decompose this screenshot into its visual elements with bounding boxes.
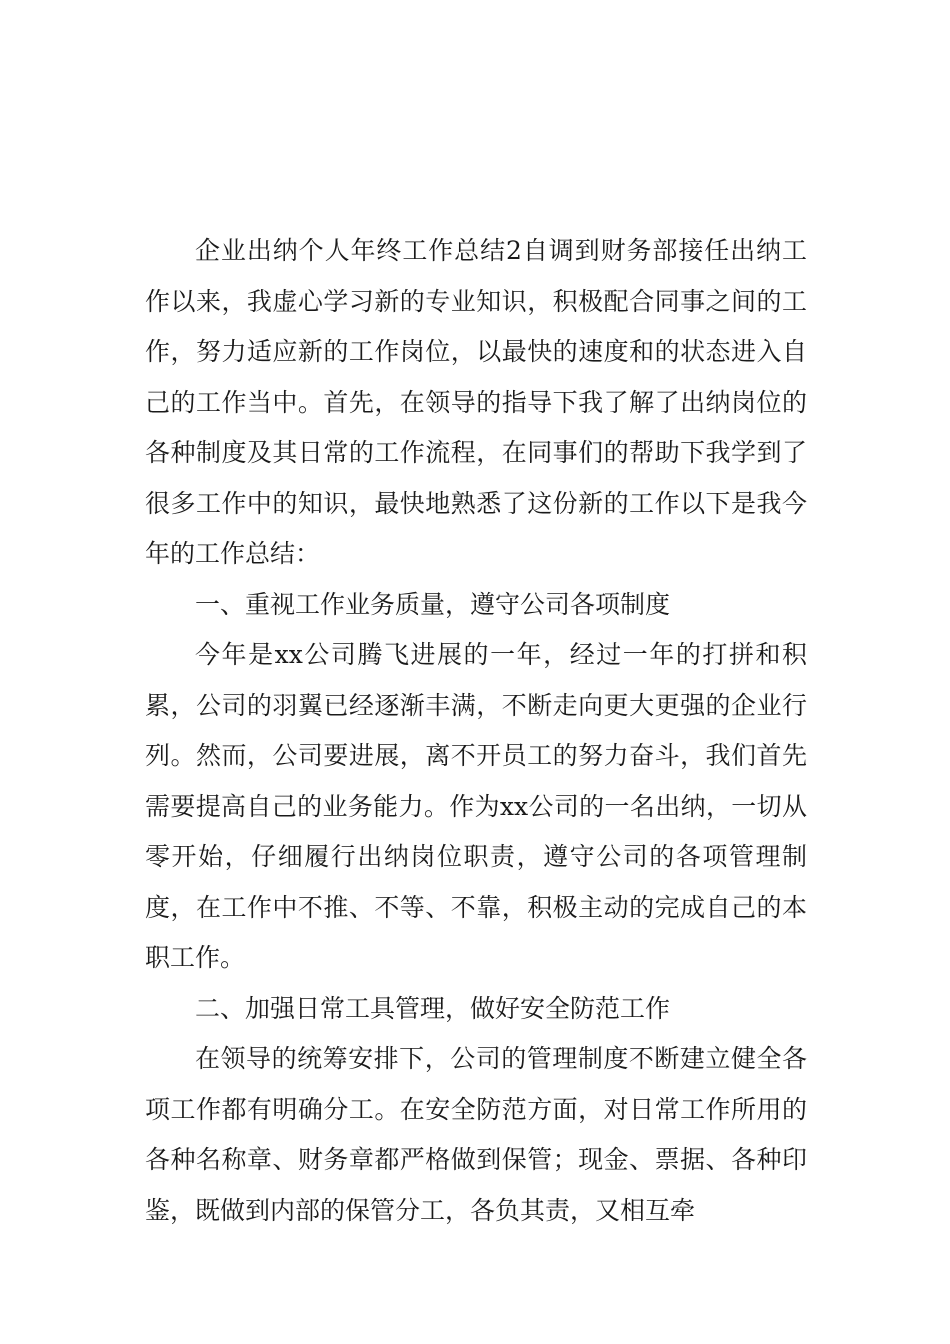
section-body-2: 在领导的统筹安排下，公司的管理制度不断建立健全各项工作都有明确分工。在安全防范方面，对日常工作所用的各种名称章、财务章都严格做到保管；现金、票据、各种印鉴，既做到内部的保管分工，各负其责，又相互牵: [145, 1044, 807, 1225]
section-heading-1: 一、重视工作业务质量，遵守公司各项制度: [195, 589, 671, 619]
section-heading-2: 二、加强日常工具管理，做好安全防范工作: [195, 993, 671, 1023]
document-page: [145, 226, 807, 1236]
section-body-1: 今年是xx公司腾飞进展的一年，经过一年的打拼和积累，公司的羽翼已经逐渐丰满，不断走向更大更强的企业行列。然而，公司要进展，离不开员工的努力奋斗，我们首先需要提高自己的业务能力。作为xx公司的一名出纳，一切从零开始，仔细履行出纳岗位职责，遵守公司的各项管理制度，在工作中不推、不等、不靠，积极主动的完成自己的本职工作。: [145, 640, 807, 972]
intro-paragraph: 企业出纳个人年终工作总结2自调到财务部接任出纳工作以来，我虚心学习新的专业知识，积极配合同事之间的工作，努力适应新的工作岗位，以最快的速度和的状态进入自己的工作当中。首先，在领导的指导下我了解了出纳岗位的各种制度及其日常的工作流程，在同事们的帮助下我学到了很多工作中的知识，最快地熟悉了这份新的工作以下是我今年的工作总结：: [145, 236, 807, 568]
